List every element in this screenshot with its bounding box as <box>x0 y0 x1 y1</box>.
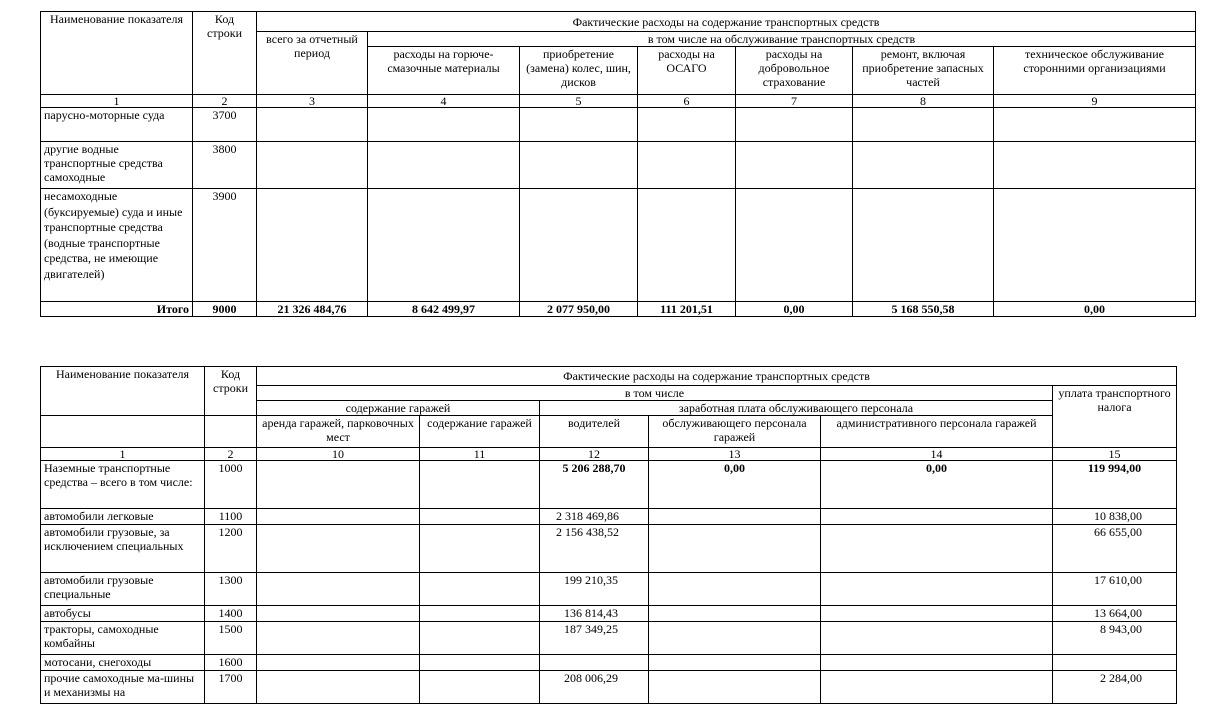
colnum: 12 <box>540 448 649 461</box>
row-name: автобусы <box>41 606 205 622</box>
cell <box>368 108 520 142</box>
cell-drivers: 199 210,35 <box>540 573 649 606</box>
header-col-10: аренда гаражей, парковочных мест <box>257 416 420 448</box>
transport-expenses-table-2 <box>40 366 1177 704</box>
table-row <box>41 655 1177 671</box>
cell <box>520 108 638 142</box>
cell-garage-staff: 0,00 <box>649 461 821 509</box>
cell-drivers: 2 156 438,52 <box>540 525 649 573</box>
header-actual-expenses: Фактические расходы на содержание транспортных средств <box>257 367 1177 386</box>
row-code: 1400 <box>205 606 257 622</box>
cell-transport-tax: 17 610,00 <box>1053 573 1177 606</box>
cell <box>649 655 821 671</box>
total-value: 2 077 950,00 <box>520 302 638 317</box>
cell <box>649 573 821 606</box>
table-row <box>41 461 1177 509</box>
cell <box>821 622 1053 655</box>
row-name: несамоходные (буксируемые) суда и иные транспортные средства (водные транспортные средства, не имеющие двигателей) <box>41 189 193 302</box>
row-code: 1600 <box>205 655 257 671</box>
cell <box>649 622 821 655</box>
cell <box>257 606 420 622</box>
row-name: тракторы, самоходные комбайны <box>41 622 205 655</box>
header-col-6: расходы на ОСАГО <box>638 47 736 95</box>
cell <box>821 655 1053 671</box>
cell <box>520 142 638 189</box>
cell <box>257 509 420 525</box>
total-value: 0,00 <box>736 302 853 317</box>
header-transport-tax: уплата транспортного налога <box>1053 386 1177 448</box>
colnum: 11 <box>420 448 540 461</box>
row-name: другие водные транспортные средства самоходные <box>41 142 193 189</box>
row-code: 1700 <box>205 671 257 704</box>
cell <box>649 671 821 704</box>
total-value: 0,00 <box>994 302 1196 317</box>
cell <box>853 142 994 189</box>
cell <box>420 509 540 525</box>
header-staff-salary: заработная плата обслуживающего персонала <box>540 401 1053 416</box>
row-code: 3700 <box>193 108 257 142</box>
cell <box>257 655 420 671</box>
total-value: 5 168 550,58 <box>853 302 994 317</box>
header-col-8: ремонт, включая приобретение запасных частей <box>853 47 994 95</box>
colnum: 2 <box>205 448 257 461</box>
cell <box>420 655 540 671</box>
table-row <box>41 525 1177 573</box>
colnum: 3 <box>257 95 368 108</box>
row-name: автомобили грузовые специальные <box>41 573 205 606</box>
row-code: 3900 <box>193 189 257 302</box>
cell-admin-staff: 0,00 <box>821 461 1053 509</box>
colnum: 2 <box>193 95 257 108</box>
cell <box>257 622 420 655</box>
table-row <box>41 671 1177 704</box>
colnum: 7 <box>736 95 853 108</box>
cell <box>736 189 853 302</box>
cell <box>638 108 736 142</box>
header-blank <box>205 416 257 448</box>
header-col-11: содержание гаражей <box>420 416 540 448</box>
header-col-4: расходы на горюче-смазочные материалы <box>368 47 520 95</box>
header-including: в том числе <box>257 386 1053 401</box>
cell <box>420 525 540 573</box>
cell <box>420 622 540 655</box>
row-code: 1200 <box>205 525 257 573</box>
cell <box>994 142 1196 189</box>
cell <box>638 142 736 189</box>
cell <box>257 142 368 189</box>
cell <box>257 573 420 606</box>
cell <box>649 525 821 573</box>
table-row <box>41 189 1196 302</box>
table-row <box>41 622 1177 655</box>
colnum: 8 <box>853 95 994 108</box>
cell <box>257 461 420 509</box>
cell <box>649 509 821 525</box>
total-label: Итого <box>41 302 193 317</box>
cell <box>420 671 540 704</box>
cell <box>257 189 368 302</box>
cell-drivers: 2 318 469,86 <box>540 509 649 525</box>
cell <box>821 525 1053 573</box>
header-code: Код строки <box>193 12 257 95</box>
cell <box>821 606 1053 622</box>
transport-expenses-table-1 <box>40 11 1196 317</box>
cell <box>420 606 540 622</box>
colnum: 4 <box>368 95 520 108</box>
cell <box>257 671 420 704</box>
cell <box>520 189 638 302</box>
cell <box>994 108 1196 142</box>
row-name: Наземные транспортные средства – всего в том числе: <box>41 461 205 509</box>
row-name: мотосани, снегоходы <box>41 655 205 671</box>
cell <box>540 655 649 671</box>
cell-drivers: 208 006,29 <box>540 671 649 704</box>
total-value: 8 642 499,97 <box>368 302 520 317</box>
cell <box>821 573 1053 606</box>
colnum: 14 <box>821 448 1053 461</box>
cell <box>853 189 994 302</box>
table-row <box>41 606 1177 622</box>
cell-drivers: 5 206 288,70 <box>540 461 649 509</box>
colnum: 6 <box>638 95 736 108</box>
cell <box>736 142 853 189</box>
row-code: 1100 <box>205 509 257 525</box>
cell-transport-tax: 119 994,00 <box>1053 461 1177 509</box>
cell <box>821 671 1053 704</box>
cell <box>821 509 1053 525</box>
row-code: 3800 <box>193 142 257 189</box>
row-name: автомобили легковые <box>41 509 205 525</box>
colnum: 15 <box>1053 448 1177 461</box>
total-row <box>41 302 1196 317</box>
header-including-service: в том числе на обслуживание транспортных средств <box>368 32 1196 47</box>
header-blank <box>41 416 205 448</box>
cell <box>638 189 736 302</box>
total-code: 9000 <box>193 302 257 317</box>
table-row <box>41 108 1196 142</box>
cell-transport-tax: 2 284,00 <box>1053 671 1177 704</box>
colnum: 10 <box>257 448 420 461</box>
cell <box>853 108 994 142</box>
header-name: Наименование показателя <box>41 12 193 95</box>
cell-transport-tax: 10 838,00 <box>1053 509 1177 525</box>
cell-transport-tax: 8 943,00 <box>1053 622 1177 655</box>
colnum: 13 <box>649 448 821 461</box>
cell <box>257 525 420 573</box>
header-col-9: техническое обслуживание сторонними организациями <box>994 47 1196 95</box>
colnum: 5 <box>520 95 638 108</box>
header-col-13: обслуживающего персонала гаражей <box>649 416 821 448</box>
row-code: 1000 <box>205 461 257 509</box>
total-value: 111 201,51 <box>638 302 736 317</box>
cell <box>649 606 821 622</box>
table-row <box>41 573 1177 606</box>
cell <box>994 189 1196 302</box>
row-code: 1300 <box>205 573 257 606</box>
cell-drivers: 136 814,43 <box>540 606 649 622</box>
row-name: автомобили грузовые, за исключением специальных <box>41 525 205 573</box>
header-col-12: водителей <box>540 416 649 448</box>
cell <box>736 108 853 142</box>
cell <box>257 108 368 142</box>
header-col-5: приобретение (замена) колес, шин, дисков <box>520 47 638 95</box>
row-name: парусно-моторные суда <box>41 108 193 142</box>
header-name: Наименование показателя <box>41 367 205 416</box>
header-actual-expenses: Фактические расходы на содержание транспортных средств <box>257 12 1196 32</box>
cell-transport-tax: 13 664,00 <box>1053 606 1177 622</box>
total-value: 21 326 484,76 <box>257 302 368 317</box>
colnum: 1 <box>41 448 205 461</box>
cell <box>420 573 540 606</box>
cell <box>420 461 540 509</box>
header-col-7: расходы на добровольное страхование <box>736 47 853 95</box>
header-total-period: всего за отчетный период <box>257 32 368 95</box>
cell <box>1053 655 1177 671</box>
cell-transport-tax: 66 655,00 <box>1053 525 1177 573</box>
header-col-14: административного персонала гаражей <box>821 416 1053 448</box>
table-row <box>41 509 1177 525</box>
row-name: прочие самоходные ма-шины и механизмы на <box>41 671 205 704</box>
colnum: 9 <box>994 95 1196 108</box>
header-garage-maintenance: содержание гаражей <box>257 401 540 416</box>
colnum: 1 <box>41 95 193 108</box>
cell-drivers: 187 349,25 <box>540 622 649 655</box>
cell <box>368 189 520 302</box>
cell <box>368 142 520 189</box>
table-row <box>41 142 1196 189</box>
row-code: 1500 <box>205 622 257 655</box>
header-code: Код строки <box>205 367 257 416</box>
